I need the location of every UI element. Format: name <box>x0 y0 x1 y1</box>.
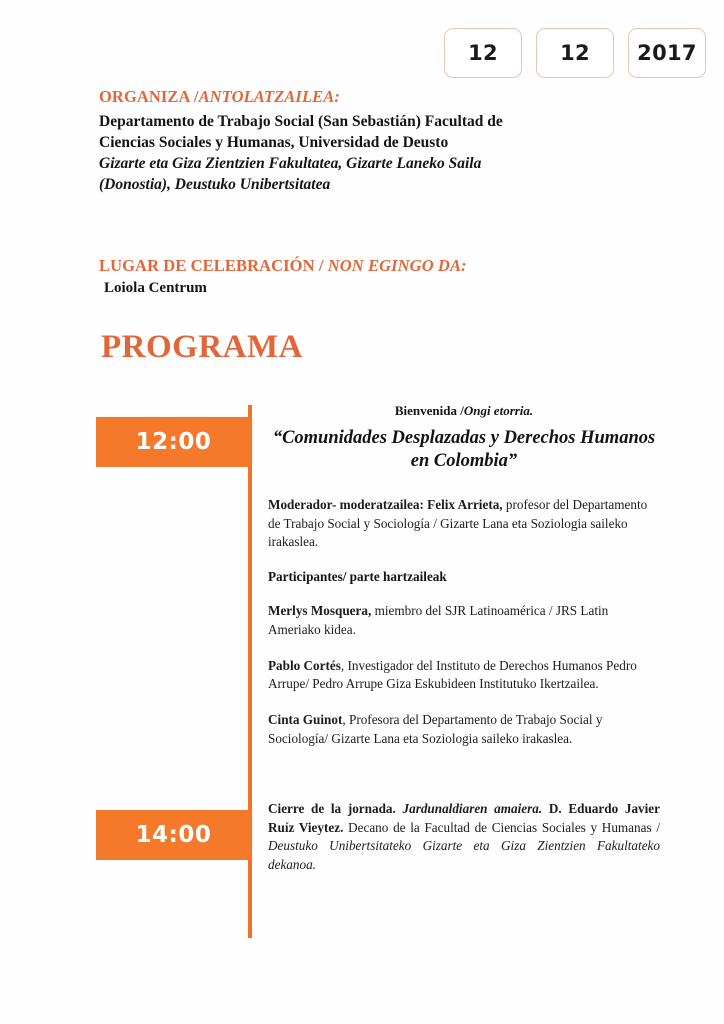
closing-label-eu: Jardunaldiaren amaiera. <box>395 801 543 816</box>
welcome-text-es: Bienvenida / <box>394 403 464 418</box>
time-badge-1200: 12:00 <box>96 417 251 467</box>
participant-entry <box>268 602 660 639</box>
session-1200 <box>268 403 660 749</box>
date-month-box: 12 <box>536 28 614 78</box>
participant-role: , Investigador del Instituto de Derechos Humanos Pedro Arrupe/ Pedro Arrupe Giza Eskubideen Institutuko Ikertzailea. <box>268 657 637 692</box>
organizer-line-eu-2: (Donostia), Deustuko Unibertsitatea <box>99 176 331 194</box>
closing-label-es: Cierre de la jornada. <box>268 801 396 816</box>
closing-speaker-name: D. Eduardo Javier Ruíz Vieytez. <box>268 801 660 835</box>
organizer-block <box>99 86 629 196</box>
participant-role: , Profesora del Departamento de Trabajo Social y Sociología/ Gizarte Lana eta Soziologia saileko irakaslea. <box>268 712 603 746</box>
moderator-name: Moderador- moderatzailea: Felix Arrieta, <box>268 496 503 512</box>
closing-role-es: Decano de la Facultad de Ciencias Sociales y Humanas / <box>343 819 660 835</box>
venue-name: Loiola Centrum <box>104 279 207 296</box>
organizer-line-es-2: Ciencias Sociales y Humanas, Universidad de Deusto <box>99 134 449 151</box>
participants-heading: Participantes/ parte hartzaileak <box>268 569 447 585</box>
date-year-box: 2017 <box>628 28 706 78</box>
closing-role-eu: Deustuko Unibertsitateko Gizarte eta Giza Zientzien Fakultateko dekanoa. <box>268 838 660 873</box>
time-badge-1400: 14:00 <box>96 810 251 860</box>
participant-entry <box>268 711 660 748</box>
moderator-paragraph <box>268 496 660 552</box>
welcome-text-eu: Ongi etorria. <box>463 403 534 418</box>
participant-name: Cinta Guinot <box>268 712 343 728</box>
venue-block <box>99 255 639 297</box>
welcome-line <box>268 403 660 419</box>
participant-name: Merlys Mosquera, <box>268 603 372 619</box>
venue-heading-eu: NON EGINGO DA: <box>327 256 467 275</box>
organizer-line-es-1: Departamento de Trabajo Social (San Sebastián) Facultad de <box>99 112 503 130</box>
session-1400 <box>268 800 660 875</box>
date-day-box: 12 <box>444 28 522 78</box>
participant-entry <box>268 657 660 694</box>
organizer-heading-eu: ANTOLATZAILEA: <box>198 87 340 106</box>
organizer-heading <box>99 86 629 108</box>
programa-title: PROGRAMA <box>101 329 303 365</box>
moderator-role: profesor del Departamento de Trabajo Social y Sociología / Gizarte Lana eta Soziologia saileko irakaslea. <box>268 496 648 550</box>
venue-heading <box>99 255 639 277</box>
participant-name: Pablo Cortés <box>268 657 341 673</box>
closing-paragraph <box>268 800 660 875</box>
session-title: “Comunidades Desplazadas y Derechos Humanos en Colombia” <box>272 428 656 472</box>
participant-role: miembro del SJR Latinoamérica / JRS Latin Ameriako kidea. <box>268 603 609 637</box>
organizer-line-eu-1: Gizarte eta Giza Zientzien Fakultatea, Gizarte Laneko Saila <box>99 155 482 173</box>
organizer-heading-es: ORGANIZA / <box>99 87 199 106</box>
event-date <box>444 28 706 78</box>
venue-heading-es: LUGAR DE CELEBRACIÓN / <box>99 256 328 275</box>
